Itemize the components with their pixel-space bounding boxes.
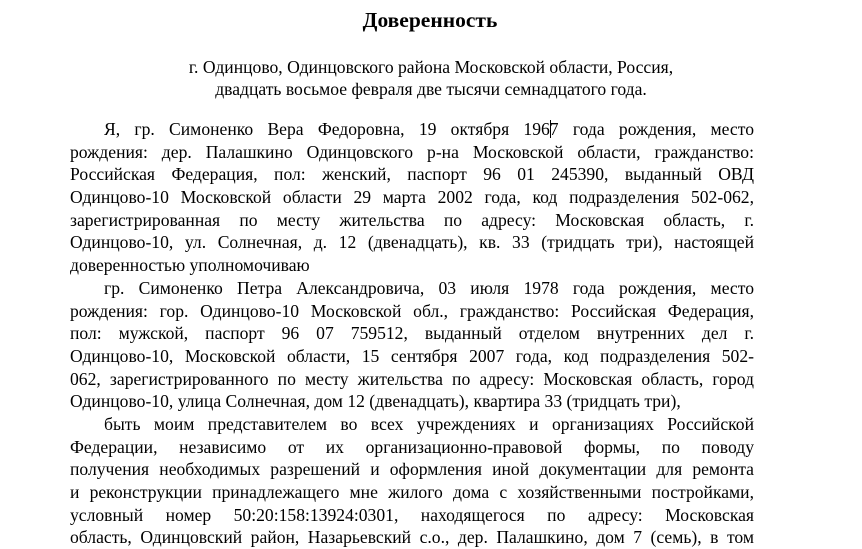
text-line: рождения: гор. Одинцово-10 Московской обл., гражданство: Российская Федерация, bbox=[70, 300, 754, 321]
date-line: двадцать восьмое февраля две тысячи семнадцатого года. bbox=[215, 79, 647, 99]
principal-paragraph bbox=[70, 118, 754, 277]
text-line: и реконструкции принадлежащего мне жилого дома с хозяйственными постройками, bbox=[70, 482, 754, 502]
document-body bbox=[70, 118, 754, 549]
place-and-date bbox=[0, 56, 862, 100]
text-line: Российская Федерация, пол: женский, паспорт 96 01 245390, выданный ОВД bbox=[70, 164, 754, 185]
text-line: Одинцово-10, Московской области, 15 сентября 2007 года, код подразделения 502- bbox=[70, 345, 754, 366]
text-line: Федерации, независимо от их организационно-правовой формы, по поводу bbox=[70, 436, 754, 457]
text-line-start: Я, гр. Симоненко Вера Федоровна, 19 октября 196 bbox=[104, 119, 550, 139]
powers-paragraph bbox=[70, 413, 754, 549]
text-line: Одинцово-10 Московской области 29 марта 2002 года, код подразделения 502-062, bbox=[70, 187, 754, 208]
text-line-rest: 7 года рождения, место bbox=[549, 119, 754, 139]
text-line: Одинцово-10, улица Солнечная, дом 12 (двенадцать), квартира 33 (тридцать три), bbox=[70, 391, 681, 412]
text-line: условный номер 50:20:158:13924:0301, находящегося по адресу: Московская bbox=[70, 504, 754, 525]
text-line: доверенностью уполномочиваю bbox=[70, 255, 310, 276]
document-title: Доверенность bbox=[362, 8, 498, 32]
text-line: 062, зарегистрированного по месту жительства по адресу: Московская область, город bbox=[70, 368, 754, 389]
text-line: гр. Симоненко Петра Александровича, 03 июля 1978 года рождения, место bbox=[104, 277, 754, 298]
representative-paragraph bbox=[70, 277, 754, 413]
text-line: получения необходимых разрешений и оформления иной документации для ремонта bbox=[70, 459, 754, 480]
place-line: г. Одинцово, Одинцовского района Московской области, Россия, bbox=[188, 57, 674, 77]
text-line: область, Одинцовский район, Назарьевский с.о., дер. Палашкино, дом 7 (семь), в том bbox=[70, 527, 754, 548]
text-line: быть моим представителем во всех учреждениях и организациях Российской bbox=[104, 413, 754, 434]
text-line bbox=[70, 118, 754, 141]
text-line: пол: мужской, паспорт 96 07 759512, выданный отделом внутренних дел г. bbox=[70, 323, 754, 344]
text-line: зарегистрированная по месту жительства по адресу: Московская область, г. bbox=[70, 209, 754, 230]
text-line: рождения: дер. Палашкино Одинцовского р-на Московской области, гражданство: bbox=[70, 141, 754, 162]
text-line: Одинцово-10, ул. Солнечная, д. 12 (двенадцать), кв. 33 (тридцать три), настоящей bbox=[70, 232, 754, 253]
